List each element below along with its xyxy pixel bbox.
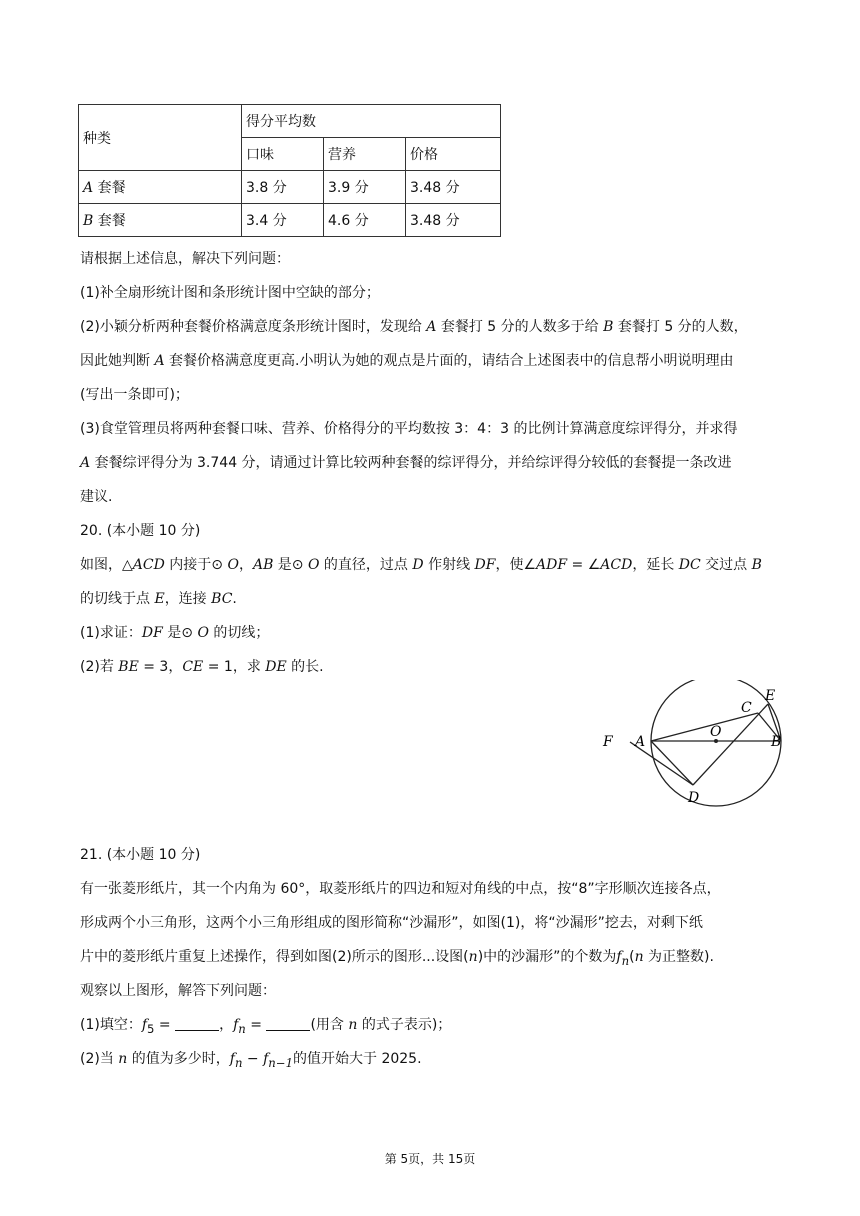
cell-taste: 3.8 分 xyxy=(242,171,324,204)
math-var: B xyxy=(603,319,614,335)
segment-ad xyxy=(651,741,693,785)
q20-stem-line2 xyxy=(80,590,237,608)
q21-title: 21. (本小题 10 分) xyxy=(80,847,201,863)
q21-part2 xyxy=(80,1050,422,1072)
math-var: n xyxy=(118,1051,128,1067)
text: ，使∠ xyxy=(495,557,537,573)
q21-stem-line3 xyxy=(80,948,714,970)
math-var: n xyxy=(468,949,478,965)
text: 是⊙ xyxy=(162,625,198,641)
text: 因此她判断 xyxy=(80,353,155,369)
q21-part1 xyxy=(80,1016,451,1038)
text: 为正整数). xyxy=(643,949,714,965)
math-var: f xyxy=(141,1017,148,1033)
math-var: BC xyxy=(211,591,233,607)
text: ， xyxy=(219,1017,234,1033)
segment-de xyxy=(693,704,768,785)
circle-geometry-figure xyxy=(595,680,815,810)
text: 如图，△ xyxy=(80,557,133,573)
text: = ∠ xyxy=(567,557,601,573)
header-nutrition: 营养 xyxy=(324,138,406,171)
segment-ac xyxy=(651,713,758,741)
q19-part3-line1: (3)食堂管理员将两种套餐口味、营养、价格得分的平均数按 3：4：3 的比例计算满意度综评得分，并求得 xyxy=(80,421,738,437)
label-o: O xyxy=(710,724,722,740)
row-letter: B xyxy=(83,213,94,229)
header-average: 得分平均数 xyxy=(242,105,501,138)
text: = 1，求 xyxy=(203,659,266,675)
math-var: E xyxy=(154,591,165,607)
text: 的长. xyxy=(286,659,324,675)
text: 的切线于点 xyxy=(80,591,155,607)
math-var: ACD xyxy=(132,557,165,573)
math-var: DF xyxy=(141,625,163,641)
header-price: 价格 xyxy=(406,138,501,171)
text: (2)若 xyxy=(80,659,119,675)
text: 片中的菱形纸片重复上述操作，得到如图(2)所示的图形...设图( xyxy=(80,949,469,965)
label-b: B xyxy=(771,734,782,750)
text: 内接于⊙ xyxy=(164,557,228,573)
q21-stem-line1: 有一张菱形纸片，其一个内角为 60°，取菱形纸片的四边和短对角线的中点，按“8”字形顺次连接各点， xyxy=(80,881,721,897)
text: 的值开始大于 2025. xyxy=(293,1051,422,1067)
row-letter: A xyxy=(83,180,94,196)
text: − xyxy=(242,1051,264,1067)
math-var: DE xyxy=(265,659,287,675)
page-footer: 第 5页，共 15页 xyxy=(384,1152,476,1166)
text: ( xyxy=(629,949,635,965)
table-row xyxy=(79,171,501,204)
cell-nutrition: 4.6 分 xyxy=(324,204,406,237)
text: . xyxy=(232,591,237,607)
math-var: ADF xyxy=(536,557,568,573)
math-var: n xyxy=(634,949,644,965)
text: (1)求证： xyxy=(80,625,142,641)
text: = 3， xyxy=(138,659,183,675)
math-var: O xyxy=(227,557,239,573)
math-var: DC xyxy=(678,557,701,573)
q19-part2-line1 xyxy=(80,318,748,336)
q20-part1 xyxy=(80,624,269,642)
cell-price: 3.48 分 xyxy=(406,171,501,204)
cell-taste: 3.4 分 xyxy=(242,204,324,237)
q19-part3-line3: 建议. xyxy=(80,489,113,505)
label-f: F xyxy=(603,734,613,750)
text: 套餐打 5 分的人数， xyxy=(613,319,748,335)
label-a: A xyxy=(635,734,646,750)
label-e: E xyxy=(765,688,776,704)
text: ，延长 xyxy=(632,557,679,573)
q19-part2-line3: (写出一条即可)； xyxy=(80,387,189,403)
answer-blank[interactable] xyxy=(266,1016,310,1031)
cell-nutrition: 3.9 分 xyxy=(324,171,406,204)
text: (2)当 xyxy=(80,1051,119,1067)
math-subscript: n xyxy=(234,1055,243,1070)
q19-part3-line2 xyxy=(80,454,732,472)
math-var: O xyxy=(308,557,320,573)
row-name xyxy=(79,204,242,237)
text: 套餐综评得分为 3.744 分，请通过计算比较两种套餐的综评得分，并给综评得分较低的套餐提一条改进 xyxy=(90,455,732,471)
answer-blank[interactable] xyxy=(175,1016,219,1031)
text: 作射线 xyxy=(423,557,475,573)
text: = xyxy=(245,1017,267,1033)
header-category: 种类 xyxy=(79,105,242,171)
math-var: CE xyxy=(182,659,204,675)
math-var: A xyxy=(154,353,165,369)
math-var: f xyxy=(616,949,622,965)
row-label: 套餐 xyxy=(93,180,126,196)
text: 交过点 xyxy=(700,557,752,573)
math-subscript: n xyxy=(621,953,630,968)
header-taste: 口味 xyxy=(242,138,324,171)
label-c: C xyxy=(741,700,752,716)
text: )中的沙漏形”的个数为 xyxy=(477,949,617,965)
q21-stem-line4: 观察以上图形，解答下列问题： xyxy=(80,983,276,999)
row-label: 套餐 xyxy=(93,213,126,229)
score-table xyxy=(78,104,501,237)
math-var: O xyxy=(197,625,209,641)
q20-title: 20. (本小题 10 分) xyxy=(80,523,201,539)
math-var: D xyxy=(412,557,424,573)
text: 的直径，过点 xyxy=(319,557,413,573)
q19-intro: 请根据上述信息，解决下列问题： xyxy=(80,251,290,267)
math-subscript: n xyxy=(238,1021,246,1036)
text: (2)小颖分析两种套餐价格满意度条形统计图时，发现给 xyxy=(80,319,427,335)
math-var: BE xyxy=(118,659,139,675)
text: (用含 xyxy=(310,1017,349,1033)
math-var: f xyxy=(233,1017,239,1033)
text: ， xyxy=(238,557,253,573)
text: = xyxy=(154,1017,176,1033)
q19-part2-line2 xyxy=(80,352,733,370)
label-d: D xyxy=(688,790,700,806)
q20-stem-line1 xyxy=(80,556,762,574)
math-var: f xyxy=(263,1051,269,1067)
math-var: n xyxy=(348,1017,358,1033)
q19-part1: (1)补全扇形统计图和条形统计图中空缺的部分； xyxy=(80,285,380,301)
math-var: A xyxy=(426,319,437,335)
math-var: B xyxy=(751,557,762,573)
text: 是⊙ xyxy=(273,557,308,573)
math-var: AB xyxy=(252,557,274,573)
table-row xyxy=(79,105,501,138)
math-var: DF xyxy=(474,557,496,573)
table-row xyxy=(79,204,501,237)
text: 的值为多少时， xyxy=(127,1051,230,1067)
math-var: A xyxy=(80,455,91,471)
q21-stem-line2: 形成两个小三角形，这两个小三角形组成的图形简称“沙漏形”，如图(1)，将“沙漏形”挖去，对剩下纸 xyxy=(80,915,703,931)
row-name xyxy=(79,171,242,204)
q20-part2 xyxy=(80,658,324,676)
math-subscript: 5 xyxy=(147,1021,155,1036)
math-var: ACD xyxy=(600,557,633,573)
text: (1)填空： xyxy=(80,1017,142,1033)
text: ，连接 xyxy=(164,591,212,607)
math-var: f xyxy=(229,1051,235,1067)
cell-price: 3.48 分 xyxy=(406,204,501,237)
math-subscript: n−1 xyxy=(268,1055,293,1070)
text: 的切线； xyxy=(208,625,270,641)
text: 套餐价格满意度更高.小明认为她的观点是片面的，请结合上述图表中的信息帮小明说明理由 xyxy=(164,353,734,369)
text: 套餐打 5 分的人数多于给 xyxy=(436,319,604,335)
text: 的式子表示)； xyxy=(357,1017,452,1033)
